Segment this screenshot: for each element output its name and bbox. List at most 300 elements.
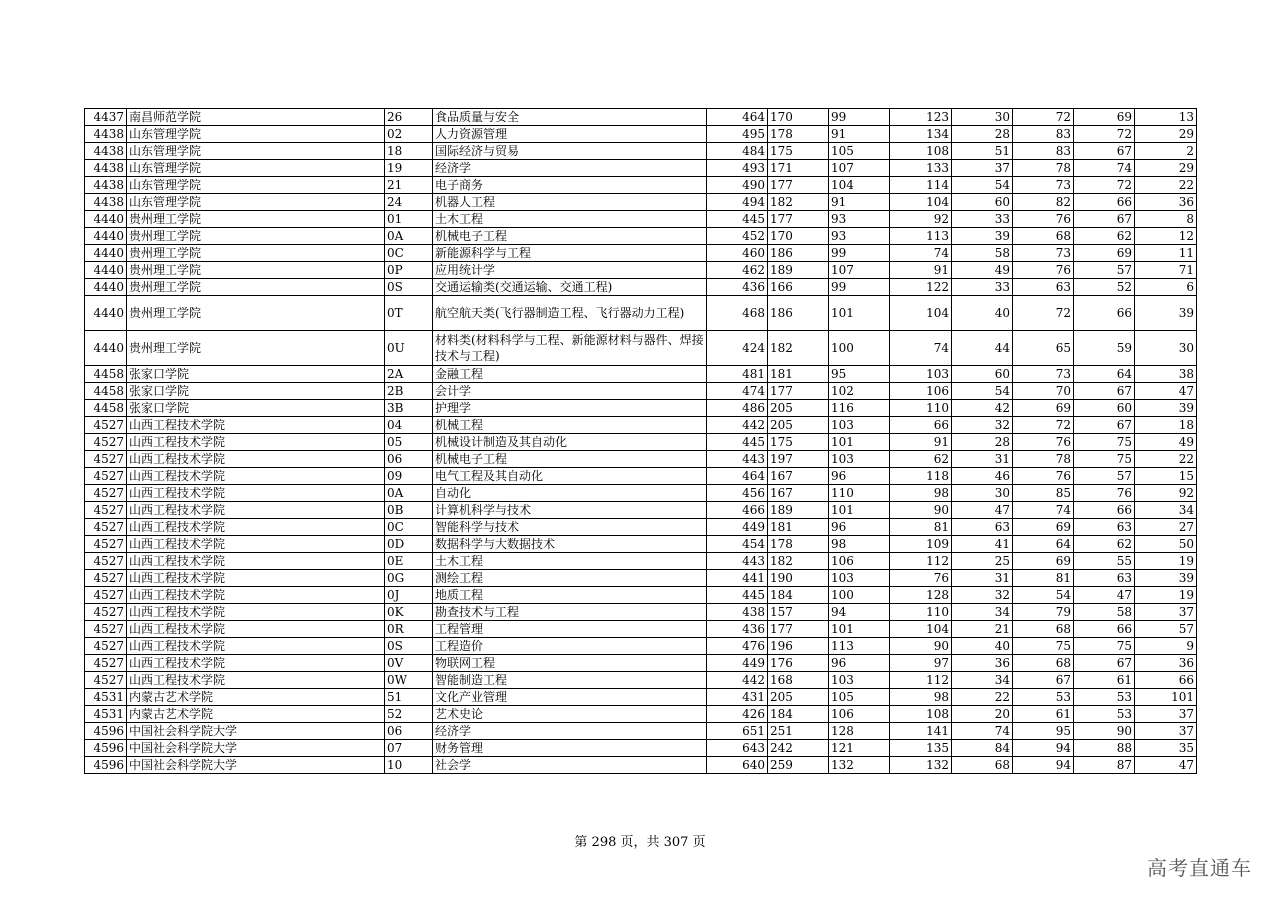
cell-school-code: 4531 [85, 706, 127, 723]
table-row [85, 723, 1197, 740]
cell-score-col-8: 76 [890, 570, 952, 587]
cell-score-col-10: 70 [1013, 383, 1074, 400]
cell-major-name: 勘查技术与工程 [433, 604, 707, 621]
cell-score-col-11: 67 [1074, 383, 1135, 400]
cell-score-col-9: 51 [952, 143, 1013, 160]
cell-score-col-7: 94 [829, 604, 890, 621]
cell-school-code: 4527 [85, 553, 127, 570]
cell-score-col-10: 72 [1013, 296, 1074, 331]
cell-score-col-8: 90 [890, 638, 952, 655]
cell-score-col-9: 49 [952, 262, 1013, 279]
cell-major-name: 智能科学与技术 [433, 519, 707, 536]
cell-score-col-11: 75 [1074, 451, 1135, 468]
cell-major-code: 0W [385, 672, 433, 689]
cell-score-col-10: 68 [1013, 655, 1074, 672]
cell-school-name: 贵州理工学院 [127, 211, 385, 228]
table-row [85, 570, 1197, 587]
cell-major-name: 计算机科学与技术 [433, 502, 707, 519]
cell-score-col-11: 62 [1074, 228, 1135, 245]
cell-total-score: 466 [707, 502, 768, 519]
cell-score-col-8: 132 [890, 757, 952, 774]
cell-score-col-10: 67 [1013, 672, 1074, 689]
cell-school-name: 山东管理学院 [127, 177, 385, 194]
cell-score-col-6: 178 [768, 126, 829, 143]
cell-score-col-12: 11 [1135, 245, 1197, 262]
cell-school-code: 4527 [85, 434, 127, 451]
table-row [85, 160, 1197, 177]
cell-total-score: 484 [707, 143, 768, 160]
cell-school-name: 山西工程技术学院 [127, 468, 385, 485]
cell-score-col-9: 34 [952, 672, 1013, 689]
cell-score-col-10: 75 [1013, 638, 1074, 655]
cell-score-col-11: 63 [1074, 519, 1135, 536]
cell-score-col-6: 171 [768, 160, 829, 177]
table-row [85, 262, 1197, 279]
cell-score-col-6: 178 [768, 536, 829, 553]
cell-score-col-7: 91 [829, 126, 890, 143]
cell-score-col-11: 59 [1074, 331, 1135, 366]
cell-school-name: 山西工程技术学院 [127, 570, 385, 587]
cell-school-name: 山东管理学院 [127, 160, 385, 177]
cell-total-score: 640 [707, 757, 768, 774]
cell-score-col-9: 40 [952, 296, 1013, 331]
cell-score-col-12: 22 [1135, 451, 1197, 468]
cell-school-name: 中国社会科学院大学 [127, 757, 385, 774]
cell-score-col-6: 175 [768, 434, 829, 451]
table-row [85, 211, 1197, 228]
cell-score-col-8: 135 [890, 740, 952, 757]
cell-score-col-11: 60 [1074, 400, 1135, 417]
cell-major-name: 护理学 [433, 400, 707, 417]
cell-score-col-7: 103 [829, 417, 890, 434]
cell-score-col-10: 76 [1013, 434, 1074, 451]
table-row [85, 245, 1197, 262]
cell-score-col-10: 85 [1013, 485, 1074, 502]
cell-school-code: 4596 [85, 740, 127, 757]
cell-score-col-7: 101 [829, 296, 890, 331]
cell-score-col-6: 177 [768, 383, 829, 400]
cell-score-col-9: 42 [952, 400, 1013, 417]
cell-score-col-7: 93 [829, 211, 890, 228]
cell-score-col-6: 181 [768, 519, 829, 536]
cell-score-col-10: 69 [1013, 519, 1074, 536]
cell-school-code: 4440 [85, 211, 127, 228]
cell-score-col-11: 61 [1074, 672, 1135, 689]
cell-score-col-10: 73 [1013, 245, 1074, 262]
cell-score-col-8: 128 [890, 587, 952, 604]
cell-score-col-7: 132 [829, 757, 890, 774]
cell-major-code: 0A [385, 485, 433, 502]
cell-school-code: 4438 [85, 160, 127, 177]
cell-school-name: 山西工程技术学院 [127, 638, 385, 655]
cell-major-name: 数据科学与大数据技术 [433, 536, 707, 553]
score-table [84, 108, 1197, 774]
cell-score-col-9: 74 [952, 723, 1013, 740]
cell-major-code: 0J [385, 587, 433, 604]
page-number: 第 298 页，共 307 页 [574, 835, 706, 850]
cell-score-col-12: 39 [1135, 570, 1197, 587]
cell-score-col-9: 34 [952, 604, 1013, 621]
cell-score-col-12: 30 [1135, 331, 1197, 366]
cell-major-code: 0C [385, 519, 433, 536]
cell-score-col-9: 30 [952, 485, 1013, 502]
cell-score-col-10: 83 [1013, 126, 1074, 143]
cell-major-code: 0D [385, 536, 433, 553]
cell-total-score: 443 [707, 451, 768, 468]
table-body [85, 109, 1197, 774]
cell-score-col-11: 90 [1074, 723, 1135, 740]
cell-score-col-6: 182 [768, 553, 829, 570]
cell-major-name: 应用统计学 [433, 262, 707, 279]
cell-score-col-8: 112 [890, 672, 952, 689]
cell-total-score: 445 [707, 587, 768, 604]
cell-score-col-8: 81 [890, 519, 952, 536]
cell-major-name: 金融工程 [433, 366, 707, 383]
cell-score-col-12: 92 [1135, 485, 1197, 502]
cell-score-col-7: 102 [829, 383, 890, 400]
cell-major-code: 19 [385, 160, 433, 177]
cell-major-name: 食品质量与安全 [433, 109, 707, 126]
table-row [85, 485, 1197, 502]
table-row [85, 383, 1197, 400]
cell-school-code: 4527 [85, 672, 127, 689]
cell-total-score: 436 [707, 279, 768, 296]
cell-score-col-11: 58 [1074, 604, 1135, 621]
cell-score-col-6: 196 [768, 638, 829, 655]
cell-score-col-6: 190 [768, 570, 829, 587]
cell-major-name: 自动化 [433, 485, 707, 502]
cell-total-score: 476 [707, 638, 768, 655]
cell-score-col-10: 65 [1013, 331, 1074, 366]
cell-major-name: 机械设计制造及其自动化 [433, 434, 707, 451]
cell-total-score: 443 [707, 553, 768, 570]
table-row [85, 177, 1197, 194]
table-row [85, 502, 1197, 519]
cell-score-col-8: 110 [890, 604, 952, 621]
cell-score-col-7: 106 [829, 706, 890, 723]
cell-score-col-7: 128 [829, 723, 890, 740]
cell-total-score: 643 [707, 740, 768, 757]
cell-major-code: 0C [385, 245, 433, 262]
cell-score-col-10: 78 [1013, 160, 1074, 177]
cell-major-code: 0G [385, 570, 433, 587]
cell-school-name: 山西工程技术学院 [127, 451, 385, 468]
cell-score-col-12: 57 [1135, 621, 1197, 638]
cell-school-code: 4458 [85, 366, 127, 383]
table-row [85, 331, 1197, 366]
cell-school-code: 4438 [85, 126, 127, 143]
table-row [85, 468, 1197, 485]
cell-score-col-6: 167 [768, 485, 829, 502]
cell-score-col-7: 110 [829, 485, 890, 502]
table-row [85, 638, 1197, 655]
cell-score-col-10: 68 [1013, 228, 1074, 245]
cell-score-col-11: 67 [1074, 417, 1135, 434]
cell-school-code: 4596 [85, 723, 127, 740]
cell-major-name: 航空航天类(飞行器制造工程、飞行器动力工程) [433, 296, 707, 331]
cell-score-col-9: 60 [952, 194, 1013, 211]
cell-major-code: 0R [385, 621, 433, 638]
cell-score-col-11: 69 [1074, 109, 1135, 126]
table-row [85, 621, 1197, 638]
cell-score-col-10: 61 [1013, 706, 1074, 723]
cell-score-col-12: 71 [1135, 262, 1197, 279]
cell-score-col-8: 104 [890, 621, 952, 638]
cell-score-col-6: 205 [768, 689, 829, 706]
cell-school-code: 4438 [85, 177, 127, 194]
cell-score-col-12: 66 [1135, 672, 1197, 689]
cell-score-col-9: 40 [952, 638, 1013, 655]
cell-score-col-11: 72 [1074, 126, 1135, 143]
cell-score-col-11: 66 [1074, 296, 1135, 331]
cell-score-col-9: 31 [952, 451, 1013, 468]
cell-major-name: 物联网工程 [433, 655, 707, 672]
table-row [85, 689, 1197, 706]
cell-major-name: 新能源科学与工程 [433, 245, 707, 262]
cell-score-col-7: 91 [829, 194, 890, 211]
cell-major-code: 09 [385, 468, 433, 485]
cell-score-col-8: 113 [890, 228, 952, 245]
cell-score-col-7: 96 [829, 468, 890, 485]
cell-score-col-6: 167 [768, 468, 829, 485]
cell-score-col-7: 96 [829, 655, 890, 672]
cell-total-score: 474 [707, 383, 768, 400]
cell-score-col-11: 67 [1074, 655, 1135, 672]
cell-school-name: 南昌师范学院 [127, 109, 385, 126]
cell-score-col-10: 76 [1013, 468, 1074, 485]
cell-score-col-12: 39 [1135, 296, 1197, 331]
cell-school-code: 4437 [85, 109, 127, 126]
cell-major-name: 地质工程 [433, 587, 707, 604]
cell-total-score: 431 [707, 689, 768, 706]
cell-school-code: 4527 [85, 485, 127, 502]
table-row [85, 434, 1197, 451]
cell-score-col-6: 197 [768, 451, 829, 468]
cell-total-score: 493 [707, 160, 768, 177]
table-row [85, 706, 1197, 723]
cell-total-score: 495 [707, 126, 768, 143]
cell-score-col-6: 189 [768, 502, 829, 519]
cell-score-col-12: 36 [1135, 194, 1197, 211]
cell-score-col-10: 81 [1013, 570, 1074, 587]
cell-score-col-11: 62 [1074, 536, 1135, 553]
cell-school-name: 山西工程技术学院 [127, 604, 385, 621]
cell-score-col-8: 133 [890, 160, 952, 177]
cell-score-col-12: 19 [1135, 587, 1197, 604]
cell-major-name: 经济学 [433, 160, 707, 177]
cell-score-col-12: 39 [1135, 400, 1197, 417]
cell-score-col-9: 60 [952, 366, 1013, 383]
cell-score-col-6: 182 [768, 331, 829, 366]
cell-total-score: 442 [707, 672, 768, 689]
cell-score-col-10: 94 [1013, 757, 1074, 774]
cell-school-code: 4527 [85, 621, 127, 638]
cell-major-name: 工程造价 [433, 638, 707, 655]
cell-school-code: 4440 [85, 331, 127, 366]
cell-school-name: 山西工程技术学院 [127, 502, 385, 519]
cell-score-col-10: 69 [1013, 553, 1074, 570]
cell-total-score: 486 [707, 400, 768, 417]
cell-school-code: 4527 [85, 417, 127, 434]
cell-score-col-9: 22 [952, 689, 1013, 706]
cell-school-code: 4458 [85, 400, 127, 417]
cell-score-col-10: 82 [1013, 194, 1074, 211]
cell-major-code: 0A [385, 228, 433, 245]
cell-score-col-10: 63 [1013, 279, 1074, 296]
cell-score-col-8: 90 [890, 502, 952, 519]
cell-total-score: 449 [707, 519, 768, 536]
cell-score-col-12: 18 [1135, 417, 1197, 434]
cell-score-col-11: 69 [1074, 245, 1135, 262]
cell-score-col-8: 134 [890, 126, 952, 143]
cell-major-code: 0V [385, 655, 433, 672]
cell-school-name: 张家口学院 [127, 383, 385, 400]
cell-score-col-8: 108 [890, 143, 952, 160]
cell-major-code: 0S [385, 279, 433, 296]
cell-school-name: 山东管理学院 [127, 143, 385, 160]
cell-major-code: 0P [385, 262, 433, 279]
cell-school-name: 山东管理学院 [127, 194, 385, 211]
cell-score-col-8: 74 [890, 331, 952, 366]
cell-total-score: 456 [707, 485, 768, 502]
cell-score-col-8: 108 [890, 706, 952, 723]
cell-score-col-6: 177 [768, 621, 829, 638]
table-row [85, 757, 1197, 774]
cell-score-col-8: 97 [890, 655, 952, 672]
table-row [85, 126, 1197, 143]
cell-major-name: 机械工程 [433, 417, 707, 434]
cell-major-name: 艺术史论 [433, 706, 707, 723]
cell-total-score: 494 [707, 194, 768, 211]
cell-score-col-6: 184 [768, 706, 829, 723]
cell-score-col-9: 30 [952, 109, 1013, 126]
cell-school-name: 山西工程技术学院 [127, 536, 385, 553]
table-row [85, 109, 1197, 126]
cell-score-col-8: 104 [890, 194, 952, 211]
cell-score-col-8: 110 [890, 400, 952, 417]
cell-score-col-6: 242 [768, 740, 829, 757]
cell-major-name: 财务管理 [433, 740, 707, 757]
cell-score-col-6: 205 [768, 400, 829, 417]
cell-score-col-8: 109 [890, 536, 952, 553]
cell-score-col-12: 29 [1135, 126, 1197, 143]
cell-major-code: 0T [385, 296, 433, 331]
cell-school-code: 4440 [85, 262, 127, 279]
cell-total-score: 462 [707, 262, 768, 279]
cell-score-col-12: 35 [1135, 740, 1197, 757]
cell-school-code: 4527 [85, 519, 127, 536]
cell-score-col-11: 53 [1074, 689, 1135, 706]
cell-major-name: 电子商务 [433, 177, 707, 194]
cell-score-col-12: 6 [1135, 279, 1197, 296]
cell-score-col-8: 103 [890, 366, 952, 383]
cell-score-col-9: 37 [952, 160, 1013, 177]
table-row [85, 655, 1197, 672]
cell-score-col-9: 33 [952, 211, 1013, 228]
cell-major-code: 2A [385, 366, 433, 383]
cell-school-name: 贵州理工学院 [127, 228, 385, 245]
cell-major-name: 机器人工程 [433, 194, 707, 211]
table-row [85, 553, 1197, 570]
cell-score-col-11: 74 [1074, 160, 1135, 177]
cell-score-col-12: 29 [1135, 160, 1197, 177]
cell-score-col-12: 2 [1135, 143, 1197, 160]
cell-school-code: 4527 [85, 587, 127, 604]
cell-total-score: 445 [707, 211, 768, 228]
cell-score-col-12: 49 [1135, 434, 1197, 451]
cell-score-col-6: 259 [768, 757, 829, 774]
cell-score-col-8: 122 [890, 279, 952, 296]
table-row [85, 536, 1197, 553]
cell-total-score: 454 [707, 536, 768, 553]
cell-score-col-9: 32 [952, 417, 1013, 434]
cell-major-code: 04 [385, 417, 433, 434]
cell-score-col-9: 39 [952, 228, 1013, 245]
cell-score-col-7: 96 [829, 519, 890, 536]
cell-school-code: 4440 [85, 245, 127, 262]
cell-school-code: 4440 [85, 279, 127, 296]
cell-score-col-6: 168 [768, 672, 829, 689]
cell-major-code: 52 [385, 706, 433, 723]
cell-school-name: 山西工程技术学院 [127, 672, 385, 689]
cell-total-score: 481 [707, 366, 768, 383]
cell-score-col-12: 19 [1135, 553, 1197, 570]
cell-score-col-6: 186 [768, 245, 829, 262]
cell-score-col-8: 112 [890, 553, 952, 570]
cell-score-col-9: 25 [952, 553, 1013, 570]
cell-score-col-11: 47 [1074, 587, 1135, 604]
cell-school-code: 4527 [85, 604, 127, 621]
cell-major-code: 26 [385, 109, 433, 126]
cell-score-col-9: 46 [952, 468, 1013, 485]
cell-score-col-7: 106 [829, 553, 890, 570]
cell-school-name: 山西工程技术学院 [127, 485, 385, 502]
cell-score-col-9: 63 [952, 519, 1013, 536]
cell-score-col-11: 63 [1074, 570, 1135, 587]
cell-score-col-12: 37 [1135, 706, 1197, 723]
cell-score-col-8: 91 [890, 262, 952, 279]
cell-score-col-9: 20 [952, 706, 1013, 723]
cell-school-name: 张家口学院 [127, 400, 385, 417]
cell-score-col-9: 28 [952, 126, 1013, 143]
cell-score-col-7: 93 [829, 228, 890, 245]
cell-school-code: 4440 [85, 296, 127, 331]
cell-major-code: 05 [385, 434, 433, 451]
cell-score-col-10: 53 [1013, 689, 1074, 706]
cell-major-name: 交通运输类(交通运输、交通工程) [433, 279, 707, 296]
cell-major-name: 机械电子工程 [433, 451, 707, 468]
cell-major-code: 51 [385, 689, 433, 706]
table-row [85, 604, 1197, 621]
table-row [85, 672, 1197, 689]
cell-major-code: 06 [385, 723, 433, 740]
cell-score-col-10: 76 [1013, 262, 1074, 279]
cell-score-col-12: 37 [1135, 723, 1197, 740]
cell-score-col-6: 177 [768, 177, 829, 194]
cell-score-col-6: 189 [768, 262, 829, 279]
cell-school-name: 贵州理工学院 [127, 279, 385, 296]
cell-score-col-8: 106 [890, 383, 952, 400]
cell-school-code: 4438 [85, 194, 127, 211]
cell-score-col-11: 75 [1074, 434, 1135, 451]
cell-score-col-8: 118 [890, 468, 952, 485]
cell-major-code: 2B [385, 383, 433, 400]
table-row [85, 587, 1197, 604]
cell-score-col-8: 104 [890, 296, 952, 331]
cell-score-col-6: 182 [768, 194, 829, 211]
cell-score-col-11: 57 [1074, 262, 1135, 279]
cell-score-col-12: 47 [1135, 383, 1197, 400]
